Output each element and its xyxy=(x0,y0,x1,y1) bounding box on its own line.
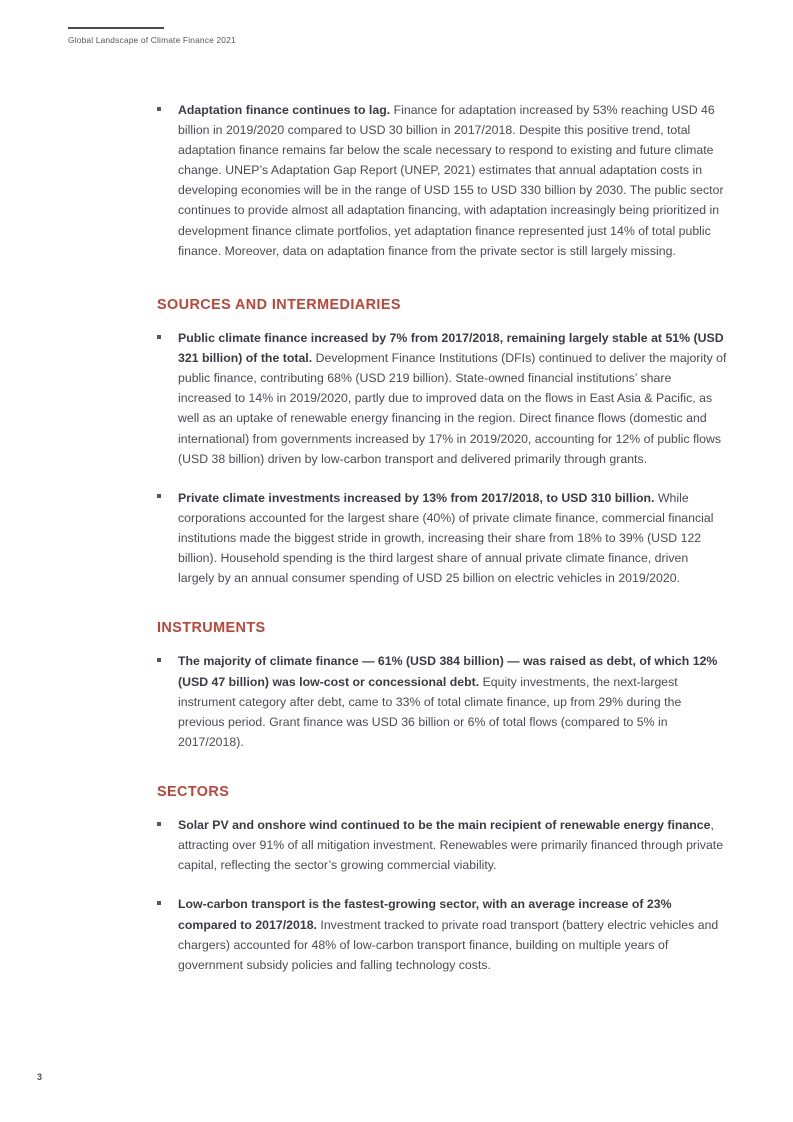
list-item xyxy=(157,815,727,875)
section-heading-sectors: SECTORS xyxy=(157,783,230,800)
bullet-paragraph xyxy=(178,815,727,875)
bullet-lead-text: The majority of climate finance — 61% (USD 384 billion) — was raised as debt, of which 12% (USD 47 billion) was low-cost or concessional debt. xyxy=(178,654,718,689)
bullet-lead-text: Private climate investments increased by 13% from 2017/2018, to USD 310 billion. xyxy=(178,490,655,505)
bullet-paragraph xyxy=(178,328,727,469)
bullet-body-text: Finance for adaptation increased by 53% reaching USD 46 billion in 2019/2020 compared to USD 30 billion in 2017/2018. Despite this positive trend, total adaptation finance remains far below the scale necessary to respond to existing and future climate change. UNEP’s Adaptation Gap Report (UNEP, 2021) estimates that annual adaptation costs in developing economies will be in the range of USD 155 to USD 330 billion by 2030. The public sector continues to provide almost all adaptation financing, with adaptation increasingly being prioritized in development finance climate portfolios, yet adaptation finance represented just 14% of total public finance. Moreover, data on adaptation finance from the private sector is still largely missing. xyxy=(178,103,724,258)
bullet-body-text: Equity investments, the next-largest instrument category after debt, came to 33% of total climate finance, up from 29% during the previous period. Grant finance was USD 36 billion or 6% of total flows (compared to 5% in 2017/2018). xyxy=(178,674,682,749)
square-bullet-icon xyxy=(157,658,161,662)
section-heading-instruments: INSTRUMENTS xyxy=(157,620,266,637)
bullet-paragraph xyxy=(178,651,727,751)
running-header xyxy=(68,27,488,45)
bullet-paragraph xyxy=(178,894,727,974)
list-item xyxy=(157,651,727,751)
bullet-lead-text: Public climate finance increased by 7% from 2017/2018, remaining largely stable at 51% (USD 321 billion) of the total. xyxy=(178,331,724,366)
header-rule-divider xyxy=(68,27,164,29)
bullet-body-text: While corporations accounted for the largest share (40%) of private climate finance, commercial financial institutions made the biggest stride in growth, increasing their share from 18% to 39% (USD 122 billion). Household spending is the third largest share of annual private climate finance, driven largely by an annual consumer spending of USD 25 billion on electric vehicles in 2019/2020. xyxy=(178,490,714,586)
square-bullet-icon xyxy=(157,901,161,905)
bullet-body-text: Development Finance Institutions (DFIs) continued to deliver the majority of public finance, contributing 68% (USD 219 billion). State-owned financial institutions’ share increased to 14% in 2019/2020, partly due to improved data on the flows in East Asia & Pacific, as well as an uptake of renewable energy financing in the region. Direct finance flows (domestic and international) from governments increased by 17% in 2019/2020, accounting for 12% of public flows (USD 38 billion) driven by low-carbon transport and delivered primarily through grants. xyxy=(178,351,727,466)
bullet-body-text: , attracting over 91% of all mitigation investment. Renewables were primarily financed through private capital, reflecting the sector’s growing commercial viability. xyxy=(178,818,724,873)
running-header-title: Global Landscape of Climate Finance 2021 xyxy=(68,34,236,45)
square-bullet-icon xyxy=(157,335,161,339)
section-heading-sources-and-intermediaries: SOURCES AND INTERMEDIARIES xyxy=(157,296,401,313)
document-content-column xyxy=(157,100,727,994)
square-bullet-icon xyxy=(157,107,161,111)
bullet-lead-text: Solar PV and onshore wind continued to be the main recipient of renewable energy finance xyxy=(178,818,711,833)
page-number: 3 xyxy=(37,1072,43,1082)
list-item xyxy=(157,894,727,974)
list-item xyxy=(157,488,727,588)
list-item xyxy=(157,328,727,469)
bullet-paragraph xyxy=(178,100,727,261)
list-item xyxy=(157,100,727,261)
square-bullet-icon xyxy=(157,494,161,498)
bullet-body-text: Investment tracked to private road transport (battery electric vehicles and chargers) accounted for 48% of low-carbon transport finance, building on multiple years of government subsidy policies and falling technology costs. xyxy=(178,917,719,972)
bullet-lead-text: Low-carbon transport is the fastest-growing sector, with an average increase of 23% compared to 2017/2018. xyxy=(178,897,672,932)
bullet-lead-text: Adaptation finance continues to lag. xyxy=(178,103,391,117)
square-bullet-icon xyxy=(157,822,161,826)
bullet-paragraph xyxy=(178,488,727,588)
